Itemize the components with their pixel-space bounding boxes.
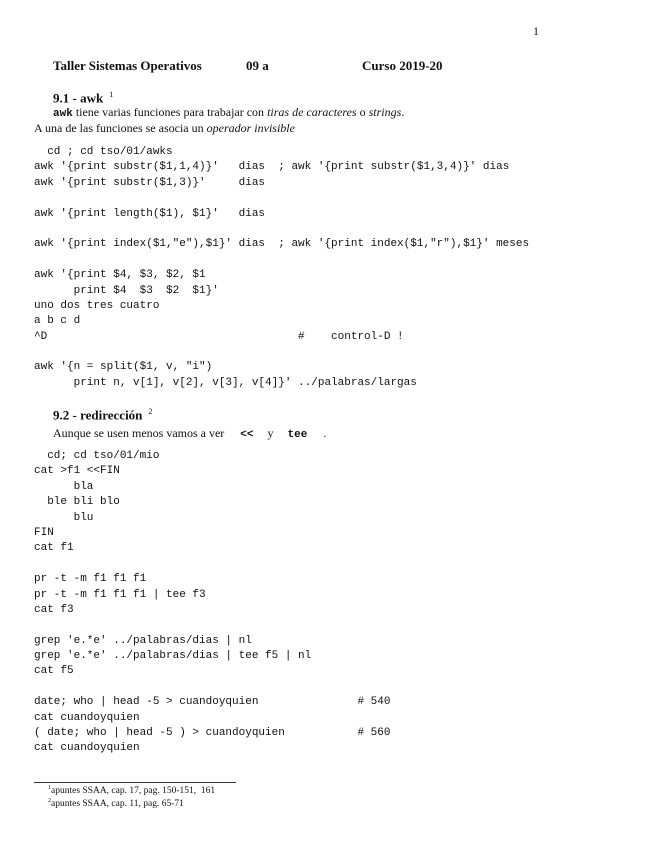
code-line: pr -t -m f1 f1 f1 [34,573,147,586]
code-line [34,191,529,206]
footnote-mark: 1 [109,90,114,99]
inline-operator: << [240,429,254,441]
course-title: Taller Sistemas Operativos [53,58,202,73]
intro-text: o [356,105,369,119]
code-line: pr -t -m f1 f1 f1 | tee f3 [34,588,206,601]
code-line: awk '{print index($1,"e"),$1}' dias ; awk '{print index($1,"r"),$1}' meses [34,238,530,251]
code-line: bla [34,480,94,493]
footnote-2 [48,798,184,809]
awk-code-block [34,145,529,391]
intro-text: Aunque se usen menos vamos a ver [53,426,225,440]
code-line: ^D # control-D ! [34,330,404,343]
code-line: grep 'e.*e' ../palabras/dias | nl [34,634,252,647]
footnote-number: 2 [48,798,51,804]
code-line: date; who | head -5 > cuandoyquien # 540 [34,696,391,709]
code-line: FIN [34,526,54,539]
awk-intro-line-2 [34,121,295,136]
footnote-text: apuntes SSAA, cap. 17, pag. 150-151, 161 [51,786,216,797]
intro-text: . [323,426,327,440]
intro-emphasis: operador invisible [206,121,295,135]
redireccion-code-block [34,449,390,757]
code-line [34,222,529,237]
section-title: 9.2 - redirección [53,407,143,423]
code-line: cat f5 [34,665,74,678]
code-line: blu [34,511,94,524]
code-line [34,680,390,695]
intro-text: A una de las funciones se asocia un [34,121,207,135]
code-line [34,253,529,268]
code-line: cd ; cd tso/01/awks [34,146,173,158]
code-line: cat f3 [34,603,74,616]
intro-text: tiene varias funciones para trabajar con [72,105,268,119]
code-line: awk '{print substr($1,3)}' dias [34,176,266,189]
redireccion-intro-line [53,426,326,441]
intro-text: . [401,105,405,119]
code-line: grep 'e.*e' ../palabras/dias | tee f5 | nl [34,650,312,663]
footnote-number: 1 [48,785,51,791]
code-line: awk '{n = split($1, v, "i") [34,361,213,374]
code-line: uno dos tres cuatro [34,299,160,312]
code-line: cat >f1 <<FIN [34,465,120,478]
footnote-rule [34,782,236,783]
intro-emphasis: tiras de caracteres [267,105,357,119]
intro-emphasis: strings [368,105,402,119]
code-line: cat f1 [34,542,74,555]
inline-operator: tee [287,429,308,441]
code-line [34,345,529,360]
code-line [34,618,390,633]
code-line: ble bli blo [34,496,120,509]
code-line: cat cuandoyquien [34,711,140,724]
session-label: 09 a [246,58,269,73]
code-line: awk '{print $4, $3, $2, $1 [34,269,206,282]
footnote-mark: 2 [148,407,153,416]
code-line: ( date; who | head -5 ) > cuandoyquien # 560 [34,727,391,740]
section-heading-redireccion [53,407,152,423]
code-line: a b c d [34,315,81,328]
page-number: 1 [533,24,539,38]
footnote-text: apuntes SSAA, cap. 11, pag. 65-71 [51,799,184,810]
awk-intro-line [53,105,404,120]
code-line: cat cuandoyquien [34,742,140,755]
section-heading-awk [53,90,113,106]
footnote-1 [48,785,215,796]
code-line [34,557,390,572]
code-line: print $4 $3 $2 $1}' [34,284,219,297]
intro-text: y [267,426,274,440]
section-title: 9.1 - awk [53,90,104,106]
inline-command: awk [53,108,73,120]
code-line: awk '{print substr($1,1,4)}' dias ; awk '{print substr($1,3,4)}' dias [34,161,510,174]
course-year: Curso 2019-20 [362,58,443,73]
code-line: print n, v[1], v[2], v[3], v[4]}' ../palabras/largas [34,376,417,389]
code-line: awk '{print length($1), $1}' dias [34,207,266,220]
code-line: cd; cd tso/01/mio [34,450,160,462]
